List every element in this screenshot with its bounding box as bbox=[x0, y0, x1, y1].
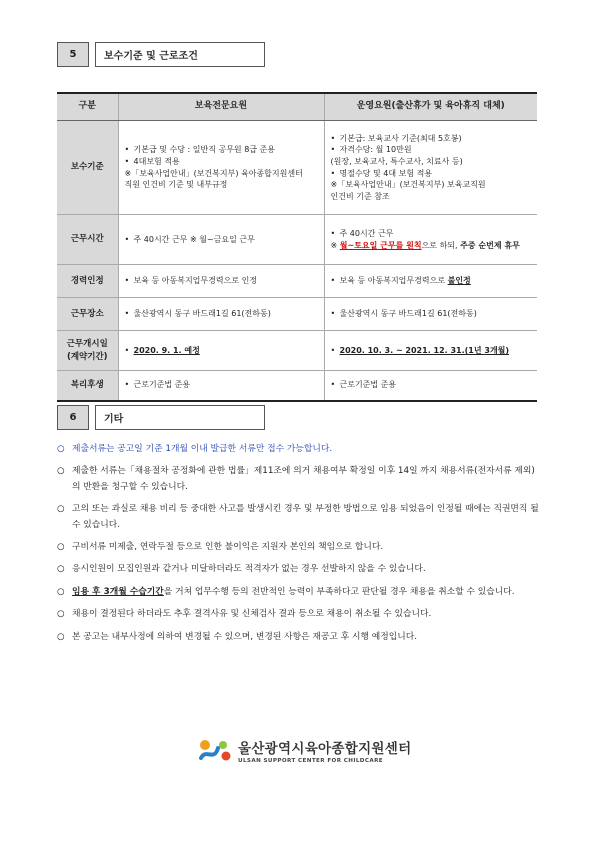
list-item bbox=[125, 345, 318, 357]
list-item bbox=[57, 464, 541, 495]
circle-bullet-icon: ○ bbox=[57, 444, 65, 454]
pay-col1 bbox=[118, 121, 324, 215]
note-line: ※「보육사업안내」(보건복지부) 육아종합지원센터 bbox=[124, 168, 303, 178]
table-row-pay bbox=[57, 121, 537, 215]
highlight-text: 월~토요일 근무를 원칙 bbox=[339, 240, 422, 250]
note-text: 고의 또는 과실로 채용 비리 등 중대한 사고를 발생시킨 경우 및 부정한 방법으로 임용 되었음이 인정될 때에는 직권면직 될 수 있습니다. bbox=[72, 504, 539, 530]
note-line: ※「보육사업안내」(보건복지부) 보육교직원 bbox=[330, 180, 486, 190]
row-label bbox=[57, 331, 118, 371]
section-title: 보수기준 및 근로조건 bbox=[95, 42, 265, 67]
note-text: 본 공고는 내부사정에 의하여 변경될 수 있으며, 변경된 사항은 재공고 후 시행 예정입니다. bbox=[72, 631, 418, 642]
header-operations-staff: 운영요원(출산휴가 및 육아휴직 대체) bbox=[324, 93, 537, 121]
list-item: • 기본급: 보육교사 기준(최대 5호봉) bbox=[331, 133, 532, 145]
list-item: • 울산광역시 동구 바드래1길 61(전하동) bbox=[125, 308, 318, 320]
circle-bullet-icon: ○ bbox=[57, 609, 65, 620]
section-6-header bbox=[57, 405, 265, 430]
table-row-career bbox=[57, 265, 537, 298]
header-category: 구분 bbox=[57, 93, 118, 121]
list-item: • 기본급 및 수당 : 일반직 공무원 8급 준용 bbox=[125, 144, 318, 156]
place-col2 bbox=[324, 298, 537, 331]
org-name-korean: 울산광역시육아종합지원센터 bbox=[238, 740, 412, 757]
note-rest: 을 거쳐 업무수행 등의 전반적인 능력이 부족하다고 판단될 경우 채용을 취소할 수 있습니다. bbox=[163, 586, 515, 597]
list-item bbox=[57, 442, 541, 457]
label-line: 근무개시일 bbox=[66, 339, 108, 350]
bold-text: 2020. 10. 3. ~ 2021. 12. 31.(1년 3개월) bbox=[339, 345, 510, 355]
notes-list bbox=[57, 442, 541, 652]
note-line: (원장, 보육교사, 특수교사, 치료사 등) bbox=[330, 156, 463, 166]
table-row-welfare bbox=[57, 371, 537, 401]
note-line: 인건비 기준 참조 bbox=[330, 191, 390, 201]
note-text: 제출서류는 공고일 기준 1개월 이내 발급한 서류만 접수 가능합니다. bbox=[72, 444, 333, 454]
note-text: 응시인원이 모집인원과 같거나 미달하더라도 적격자가 없는 경우 선발하지 않을 수 있습니다. bbox=[72, 564, 426, 575]
table-row-hours bbox=[57, 215, 537, 265]
work-conditions-table bbox=[57, 92, 537, 402]
list-item: • 주 40시간 근무 ※ 월~금요일 근무 bbox=[125, 234, 318, 246]
hours-col2 bbox=[324, 215, 537, 265]
circle-bullet-icon: ○ bbox=[57, 631, 65, 642]
row-label: 근무장소 bbox=[57, 298, 118, 331]
note-line bbox=[331, 240, 532, 252]
welfare-col2 bbox=[324, 371, 537, 401]
place-col1 bbox=[118, 298, 324, 331]
circle-bullet-icon: ○ bbox=[57, 586, 65, 597]
list-item bbox=[57, 585, 541, 600]
row-label: 근무시간 bbox=[57, 215, 118, 265]
circle-bullet-icon: ○ bbox=[57, 541, 65, 552]
career-col1 bbox=[118, 265, 324, 298]
list-item bbox=[57, 540, 541, 555]
list-item: • 보육 등 아동복지업무경력으로 인정 bbox=[125, 275, 318, 287]
row-label: 경력인정 bbox=[57, 265, 118, 298]
section-number: 6 bbox=[57, 405, 89, 430]
list-item bbox=[57, 607, 541, 622]
note-mid: 으로 하되, bbox=[421, 240, 461, 250]
list-item: • 울산광역시 동구 바드래1길 61(전하동) bbox=[331, 308, 532, 320]
list-item bbox=[57, 630, 541, 645]
org-logo bbox=[198, 736, 411, 764]
hours-col1 bbox=[118, 215, 324, 265]
org-name-english: ULSAN SUPPORT CENTER FOR CHILDCARE bbox=[238, 757, 384, 764]
list-item: • 4대보험 적용 bbox=[125, 156, 318, 168]
list-item: • 근로기준법 준용 bbox=[125, 379, 318, 391]
career-text: 보육 등 아동복지업무경력으로 bbox=[339, 276, 448, 286]
bold-text: 임용 후 3개월 수습기간 bbox=[72, 586, 164, 597]
circle-bullet-icon: ○ bbox=[57, 504, 65, 515]
section-title: 기타 bbox=[95, 405, 265, 430]
note-text: 제출한 서류는「채용절차 공정화에 관한 법률」제11조에 의거 채용여부 확정일 이후 14일 까지 채용서류(전자서류 제외)의 반환을 청구할 수 있습니다. bbox=[72, 466, 535, 492]
list-item bbox=[57, 562, 541, 577]
org-logo-icon bbox=[198, 736, 232, 764]
circle-bullet-icon: ○ bbox=[57, 564, 65, 575]
header-childcare-specialist: 보육전문요원 bbox=[118, 93, 324, 121]
label-line: (계약기간) bbox=[66, 351, 108, 362]
bold-text: 2020. 9. 1. 예정 bbox=[133, 345, 200, 355]
note-text: 채용이 결정된다 하더라도 추후 결격사유 및 신체검사 결과 등으로 채용이 취소될 수 있습니다. bbox=[72, 609, 432, 620]
list-item bbox=[331, 345, 532, 357]
list-item: • 자격수당: 월 10만원 bbox=[331, 144, 532, 156]
note-text bbox=[72, 585, 515, 600]
list-item: • 명절수당 및 4대 보험 적용 bbox=[331, 168, 532, 180]
circle-bullet-icon: ○ bbox=[57, 466, 65, 477]
list-item bbox=[57, 502, 541, 533]
note-text: 구비서류 미제출, 연락두절 등으로 인한 불이익은 지원자 본인의 책임으로 합니다. bbox=[72, 541, 384, 552]
start-col2 bbox=[324, 331, 537, 371]
table-header-row bbox=[57, 93, 537, 121]
row-label: 복리후생 bbox=[57, 371, 118, 401]
career-col2 bbox=[324, 265, 537, 298]
table-row-place bbox=[57, 298, 537, 331]
table-row-start bbox=[57, 331, 537, 371]
list-item: • 근로기준법 준용 bbox=[331, 379, 532, 391]
bold-text: 불인정 bbox=[447, 276, 471, 286]
note-line: 직원 인건비 기준 및 내부규정 bbox=[124, 180, 228, 190]
note-prefix: ※ bbox=[330, 240, 340, 250]
section-number: 5 bbox=[57, 42, 89, 67]
list-item bbox=[331, 275, 532, 287]
welfare-col1 bbox=[118, 371, 324, 401]
pay-col2 bbox=[324, 121, 537, 215]
section-5-header bbox=[57, 42, 265, 67]
list-item: • 주 40시간 근무 bbox=[331, 228, 532, 240]
bold-text: 주중 순번제 휴무 bbox=[460, 240, 520, 250]
row-label: 보수기준 bbox=[57, 121, 118, 215]
start-col1 bbox=[118, 331, 324, 371]
